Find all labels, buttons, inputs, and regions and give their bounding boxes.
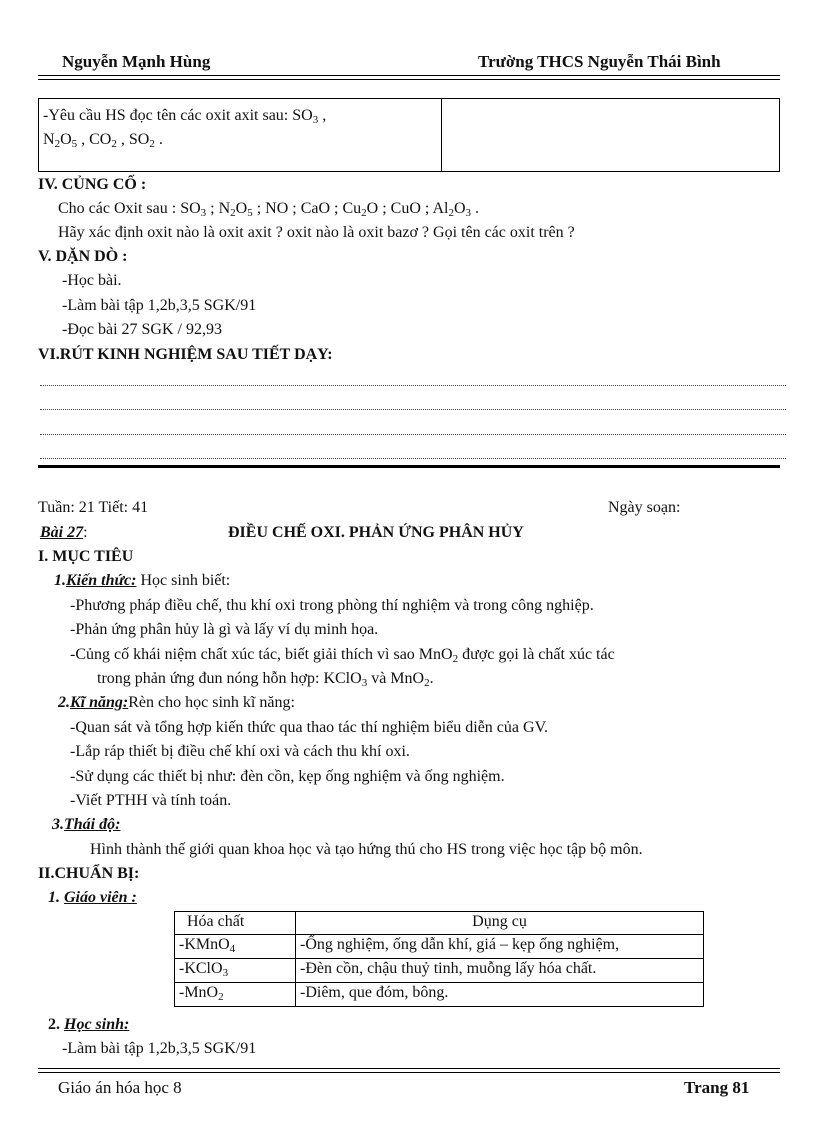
footer-page: Trang 81 bbox=[684, 1078, 750, 1097]
knowledge-item-1: -Phương pháp điều chế, thu khí oxi trong phòng thí nghiệm và trong công nghiệp. bbox=[70, 597, 594, 614]
objectives-title: I. MỤC TIÊU bbox=[38, 548, 134, 565]
student-text: -Làm bài tập 1,2b,3,5 SGK/91 bbox=[62, 1040, 257, 1057]
materials-tool: -Diêm, que đóm, bông. bbox=[296, 983, 704, 1007]
materials-tool: -Đèn cồn, chậu thuỷ tinh, muỗng lấy hóa chất. bbox=[296, 959, 704, 983]
materials-row bbox=[175, 935, 704, 959]
lesson-title: ĐIỀU CHẾ OXI. PHẢN ỨNG PHÂN HỦY bbox=[228, 524, 524, 541]
materials-row bbox=[175, 959, 704, 983]
skills-item-4: -Viết PTHH và tính toán. bbox=[70, 792, 232, 809]
materials-chem: -MnO$_2$ bbox=[175, 983, 296, 1007]
knowledge-item-3: -Củng cố khái niệm chất xúc tác, biết giải thích vì sao MnO$_2$ được gọi là chất xúc tác bbox=[70, 646, 615, 665]
header-author: Nguyễn Mạnh Hùng bbox=[62, 52, 211, 71]
materials-tool: -Ống nghiệm, ống dẫn khí, giá – kẹp ống nghiệm, bbox=[296, 935, 704, 959]
student-heading: 2. Học sinh: bbox=[48, 1016, 130, 1033]
footer-rule-2 bbox=[38, 1072, 780, 1073]
section-5-item-3: -Đọc bài 27 SGK / 92,93 bbox=[62, 321, 222, 338]
section-5-item-1: -Học bài. bbox=[62, 272, 122, 289]
footer-subject: Giáo án hóa học 8 bbox=[58, 1078, 182, 1097]
note-line-1 bbox=[40, 385, 786, 386]
materials-header-chem: Hóa chất bbox=[175, 912, 296, 935]
footer-rule bbox=[38, 1068, 780, 1069]
materials-header-tools: Dụng cụ bbox=[296, 912, 704, 935]
section-6-title: VI.RÚT KINH NGHIỆM SAU TIẾT DẠY: bbox=[38, 346, 333, 363]
lesson-number: Bài 27: bbox=[40, 524, 88, 541]
preparation-title: II.CHUẨN BỊ: bbox=[38, 865, 140, 882]
knowledge-heading: 1.Kiến thức: Học sinh biết: bbox=[54, 572, 231, 589]
section-5-title: V. DẶN DÒ : bbox=[38, 248, 128, 265]
teacher-heading: 1. Giáo viên : bbox=[48, 889, 137, 906]
section-4-line2: Hãy xác định oxit nào là oxit axit ? oxit nào là oxit bazơ ? Gọi tên các oxit trên ? bbox=[58, 224, 575, 241]
knowledge-item-3-cont: trong phản ứng đun nóng hỗn hợp: KClO$_3$ và MnO$_2$. bbox=[97, 670, 434, 689]
top-table bbox=[38, 98, 780, 172]
top-table-cell-left bbox=[39, 99, 442, 172]
header-rule-2 bbox=[38, 79, 780, 80]
skills-item-2: -Lắp ráp thiết bị điều chế khí oxi và cách thu khí oxi. bbox=[70, 743, 410, 760]
attitude-text: Hình thành thế giới quan khoa học và tạo hứng thú cho HS trong việc học tập bộ môn. bbox=[90, 841, 643, 858]
date-label: Ngày soạn: bbox=[608, 499, 681, 516]
note-line-3 bbox=[40, 434, 786, 435]
skills-item-1: -Quan sát và tổng hợp kiến thức qua thao tác thí nghiệm biểu diễn của GV. bbox=[70, 719, 549, 736]
skills-heading: 2.Kĩ năng:Rèn cho học sinh kĩ năng: bbox=[58, 694, 295, 711]
top-table-line2: $N_2O_5$ , $CO_2$ , $SO_2$ . bbox=[43, 131, 163, 150]
materials-table bbox=[174, 911, 704, 1007]
materials-chem: -KClO$_3$ bbox=[175, 959, 296, 983]
week-period: Tuần: 21 Tiết: 41 bbox=[38, 499, 149, 516]
skills-item-3: -Sử dụng các thiết bị như: đèn cồn, kẹp ống nghiệm và ống nghiệm. bbox=[70, 768, 505, 785]
section-divider bbox=[38, 465, 780, 468]
materials-row bbox=[175, 983, 704, 1007]
section-5-item-2: -Làm bài tập 1,2b,3,5 SGK/91 bbox=[62, 297, 257, 314]
header-school: Trường THCS Nguyễn Thái Bình bbox=[478, 52, 721, 71]
knowledge-item-2: -Phản ứng phân hủy là gì và lấy ví dụ minh họa. bbox=[70, 621, 379, 638]
section-4-line1: Cho các Oxit sau : $SO_3$ ; $N_2O_5$ ; NO ; CaO ; $Cu_2O$ ; CuO ; $Al_2O_3$ . bbox=[58, 200, 480, 219]
note-line-2 bbox=[40, 409, 786, 410]
materials-chem: -KMnO$_4$ bbox=[175, 935, 296, 959]
header-rule bbox=[38, 75, 780, 76]
attitude-heading: 3.Thái độ: bbox=[52, 816, 121, 833]
note-line-4 bbox=[40, 458, 786, 459]
top-table-line1: -Yêu cầu HS đọc tên các oxit axit sau: $SO_3$ , bbox=[43, 107, 327, 126]
materials-header-row bbox=[175, 912, 704, 935]
top-table-cell-right bbox=[442, 99, 780, 172]
section-4-title: IV. CỦNG CỐ : bbox=[38, 176, 147, 193]
